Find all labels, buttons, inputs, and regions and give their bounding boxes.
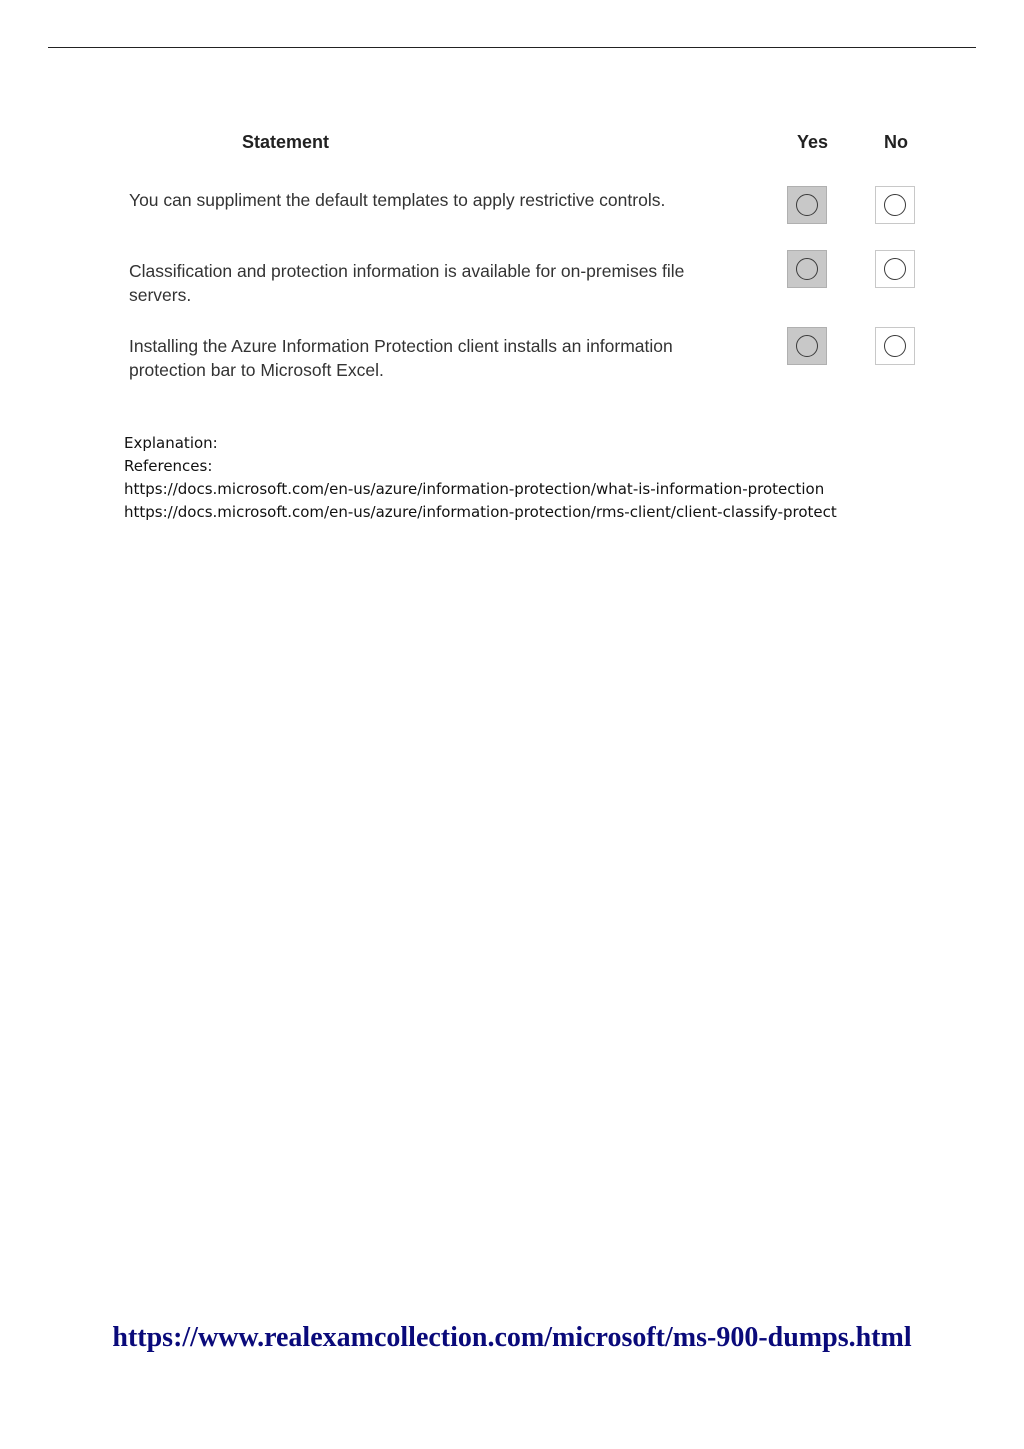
yes-option-row-2[interactable] <box>787 250 827 288</box>
no-column-header: No <box>884 132 908 152</box>
explanation-label: Explanation: <box>124 434 218 452</box>
footer-link[interactable]: https://www.realexamcollection.com/microsoft/ms-900-dumps.html <box>112 1322 912 1353</box>
reference-link[interactable]: https://docs.microsoft.com/en-us/azure/information-protection/rms-client/client-classify-protect <box>124 503 837 521</box>
statement-text: You can suppliment the default templates to apply restrictive controls. <box>129 190 666 210</box>
radio-circle-icon <box>884 258 906 280</box>
no-option-row-3[interactable] <box>875 327 915 365</box>
yes-option-row-1[interactable] <box>787 186 827 224</box>
statement-column-header: Statement <box>242 132 330 152</box>
statement-text: Installing the Azure Information Protection client installs an information protection bar to Microsoft Excel. <box>129 336 673 380</box>
reference-link[interactable]: https://docs.microsoft.com/en-us/azure/information-protection/what-is-information-protection <box>124 480 825 498</box>
no-option-row-2[interactable] <box>875 250 915 288</box>
radio-circle-icon <box>884 194 906 216</box>
statement-text: Classification and protection information is available for on-premises file servers. <box>129 261 685 305</box>
radio-circle-icon <box>884 335 906 357</box>
answer-area <box>120 128 930 390</box>
radio-circle-icon <box>796 258 818 280</box>
references-label: References: <box>124 457 213 475</box>
yes-column-header: Yes <box>797 132 829 152</box>
radio-circle-icon <box>796 194 818 216</box>
header-divider <box>48 47 976 48</box>
radio-circle-icon <box>796 335 818 357</box>
yes-option-row-3[interactable] <box>787 327 827 365</box>
explanation-block <box>124 432 837 524</box>
no-option-row-1[interactable] <box>875 186 915 224</box>
